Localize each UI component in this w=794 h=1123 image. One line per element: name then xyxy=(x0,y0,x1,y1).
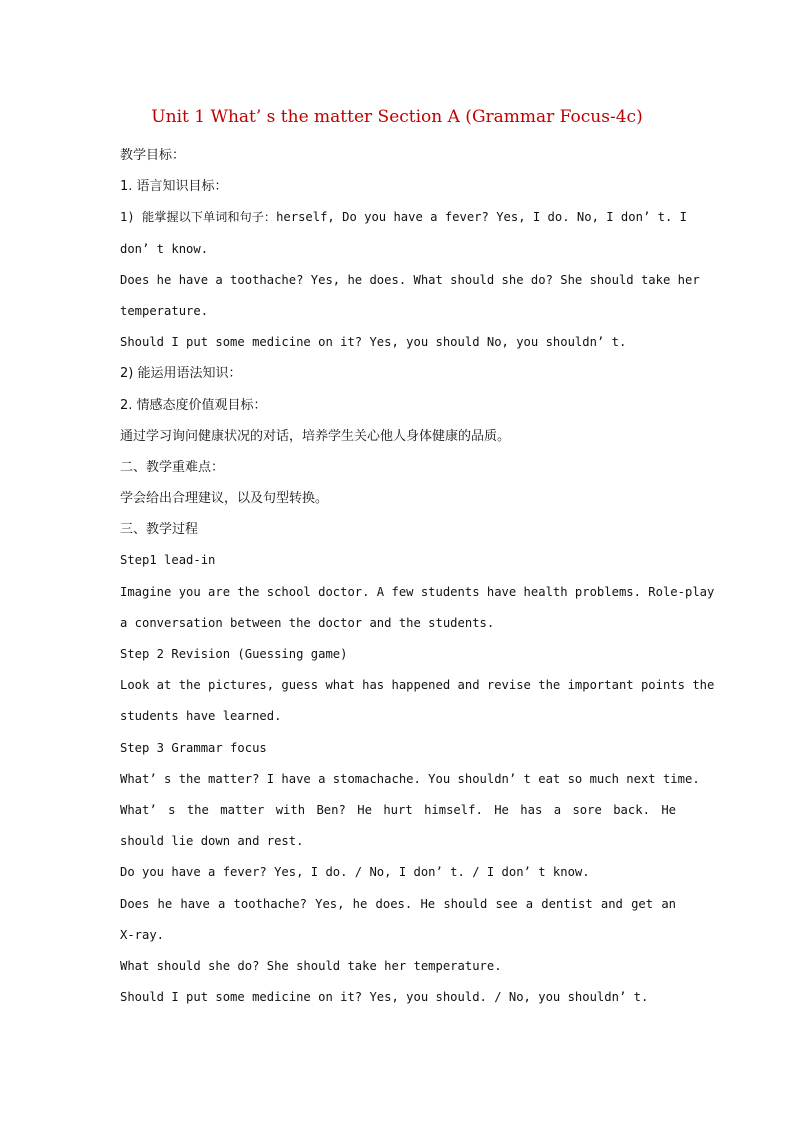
paragraph-line: Does he have a toothache? Yes, he does. What should she do? She should take her xyxy=(120,272,700,287)
paragraph-line: Should I put some medicine on it? Yes, you should No, you shouldn’ t. xyxy=(120,335,627,350)
paragraph-line: Look at the pictures, guess what has happened and revise the important points the xyxy=(120,678,715,693)
paragraph-line: should lie down and rest. xyxy=(120,834,304,849)
paragraph-line: What’ s the matter with Ben? He hurt himself. He has a sore back. He xyxy=(120,802,676,817)
document-body xyxy=(120,140,715,1013)
paragraph-line: 学会给出合理建议，以及句型转换。 xyxy=(120,491,329,507)
section-heading-teaching-process: 三、教学过程 xyxy=(120,522,199,538)
subsection-attitude-goals: 2. 情感态度价值观目标： xyxy=(120,397,267,413)
paragraph-line: a conversation between the doctor and the students. xyxy=(120,615,495,630)
subsection-language-goals: 1. 语言知识目标： xyxy=(120,179,228,195)
paragraph-line: Do you have a fever? Yes, I do. / No, I don’ t. / I don’ t know. xyxy=(120,865,590,880)
step-heading: Step 2 Revision (Guessing game) xyxy=(120,647,348,661)
paragraph-line: Imagine you are the school doctor. A few students have health problems. Role-play xyxy=(120,584,715,599)
subsection-grammar-usage: 2) 能运用语法知识： xyxy=(120,366,242,382)
paragraph-line: 通过学习询问健康状况的对话，培养学生关心他人身体健康的品质。 xyxy=(120,428,511,444)
page-title: Unit 1 What’ s the matter Section A (Grammar Focus-4c) xyxy=(151,107,643,127)
paragraph-line: Does he have a toothache? Yes, he does. He should see a dentist and get an xyxy=(120,896,676,911)
step-heading: Step 3 Grammar focus xyxy=(120,740,267,755)
paragraph-line: students have learned. xyxy=(120,709,282,724)
step-heading: Step1 lead-in xyxy=(120,553,216,568)
paragraph-line: What should she do? She should take her temperature. xyxy=(120,958,502,973)
section-heading-teaching-goals: 教学目标： xyxy=(120,148,186,163)
paragraph-line: What’ s the matter? I have a stomachache. You shouldn’ t eat so much next time. xyxy=(120,771,700,786)
paragraph-line: Should I put some medicine on it? Yes, you should. / No, you shouldn’ t. xyxy=(120,990,649,1005)
paragraph-line: 1) 能掌握以下单词和句子：herself, Do you have a fever? Yes, I do. No, I don’ t. I xyxy=(120,210,687,225)
section-heading-key-points: 二、教学重难点： xyxy=(120,459,225,475)
paragraph-line: X-ray. xyxy=(120,927,165,942)
paragraph-line: temperature. xyxy=(120,303,209,318)
paragraph-line: don’ t know. xyxy=(120,241,209,256)
